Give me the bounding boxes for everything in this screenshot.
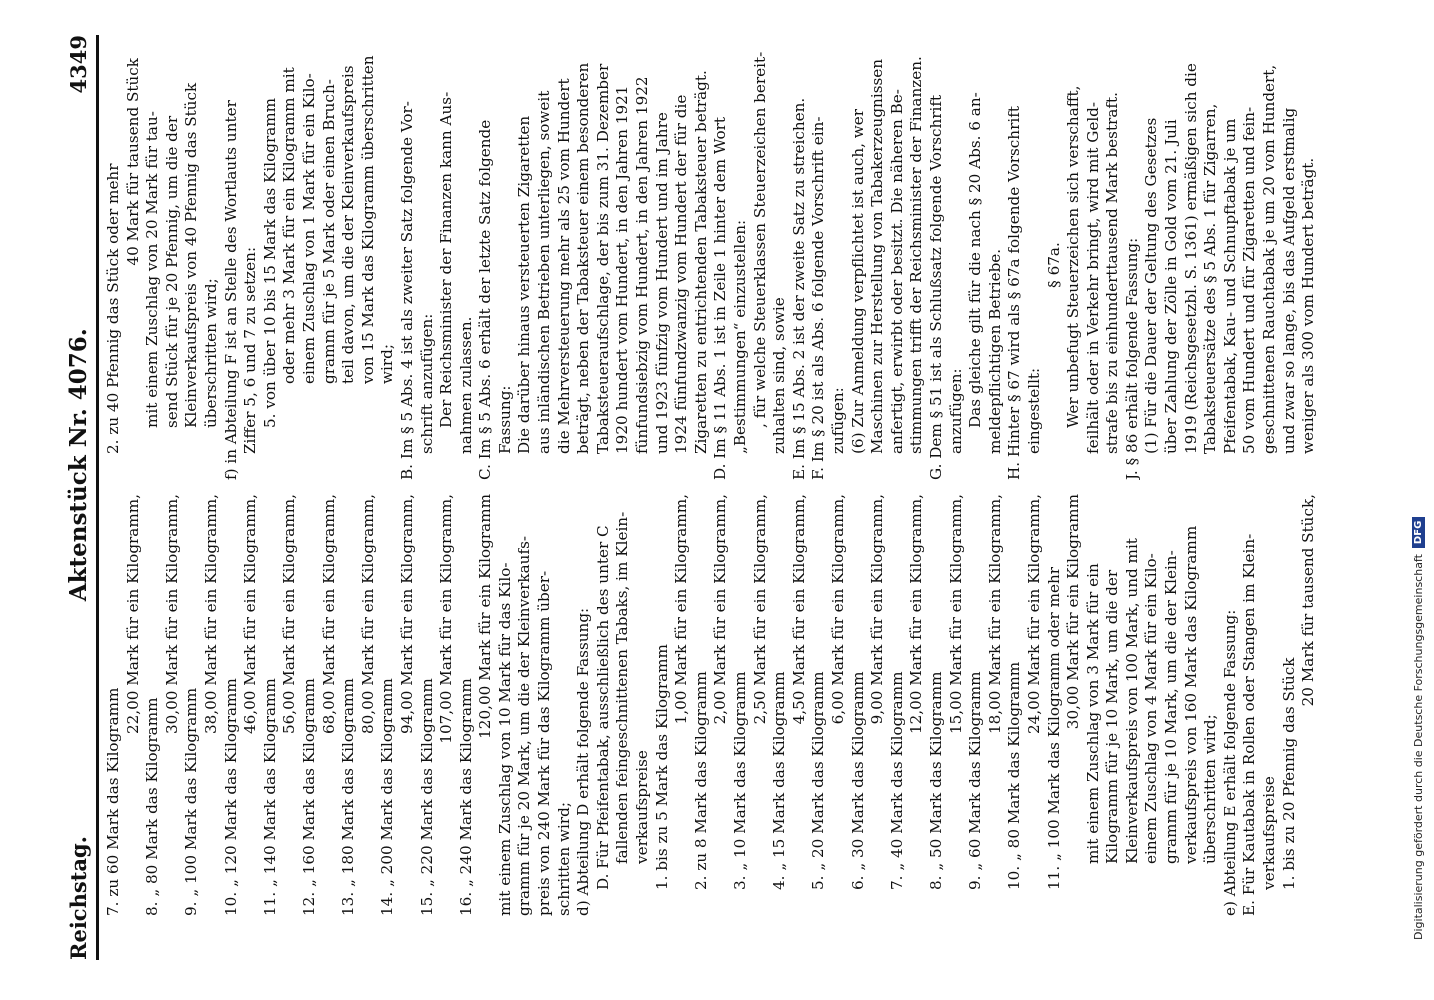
text-line: H. Hinter § 67 wird als § 67a folgende Vorschrift bbox=[1005, 106, 1024, 480]
text-line: 2,00 Mark für ein Kilogramm, bbox=[711, 494, 730, 725]
text-line: über Zahlung der Zölle in Gold vom 21. Juli bbox=[1162, 119, 1181, 454]
text-line: anfertigt, erwirbt oder besitzt. Die näheren Be- bbox=[887, 89, 906, 454]
text-line: Kilogramm für je 10 Mark, um die der bbox=[1103, 569, 1122, 864]
text-line: 6. „ 30 Mark das Kilogramm bbox=[848, 671, 867, 890]
text-line: 107,00 Mark für ein Kilogramm, bbox=[437, 494, 456, 744]
text-line: zuhalten sind, sowie bbox=[770, 297, 789, 454]
text-line: 5. „ 20 Mark das Kilogramm bbox=[809, 671, 828, 890]
text-line: Tabaksteueraufschlage, der bis zum 31. Dezember bbox=[593, 63, 612, 454]
text-line: 2. zu 40 Pfennig das Stück oder mehr bbox=[104, 163, 122, 454]
text-line: f) in Abteilung F ist an Stelle des Wortlauts unter bbox=[221, 100, 240, 480]
text-line: aus inländischen Betrieben unterliegen, soweit bbox=[535, 90, 554, 454]
text-line: 10. „ 120 Mark das Kilogramm bbox=[221, 678, 240, 916]
text-line: send Stück für je 20 Pfennig, um die der bbox=[162, 115, 181, 428]
text-line: C. Im § 5 Abs. 6 erhält der letzte Satz folgende bbox=[476, 119, 495, 480]
text-line: 9. „ 60 Mark das Kilogramm bbox=[966, 671, 985, 890]
text-line: beträgt, neben der Tabaksteuer einem besonderen bbox=[574, 62, 593, 454]
text-line: Ziffer 5, 6 und 7 zu setzen: bbox=[241, 246, 260, 454]
text-line: Zigaretten zu entrichtenden Tabaksteuer beträgt. bbox=[691, 70, 710, 454]
text-line: oder mehr 3 Mark für ein Kilogramm mit bbox=[280, 67, 299, 384]
text-line: d) Abteilung D erhält folgende Fassung: bbox=[574, 607, 593, 916]
text-line: teil davon, um die der Kleinverkaufspreis bbox=[339, 65, 358, 384]
text-line: (1) Für die Dauer der Geltung des Gesetzes bbox=[1142, 117, 1161, 454]
text-line: verkaufspreise bbox=[1260, 776, 1279, 890]
text-line: 80,00 Mark für ein Kilogramm, bbox=[358, 494, 377, 735]
text-line: gramm für je 20 Mark, um die der Kleinverkaufs- bbox=[515, 535, 534, 916]
text-line: e) Abteilung E erhält folgende Fassung: bbox=[1220, 609, 1239, 916]
text-line: und 1923 fünfzig vom Hundert und im Jahre bbox=[652, 112, 671, 454]
text-line: feilhält oder in Verkehr bringt, wird mit Geld- bbox=[1083, 101, 1102, 454]
text-line: und zwar so lange, bis das Aufgeld erstmalig bbox=[1279, 107, 1298, 454]
text-line: D. Für Pfeifentabak, ausschließlich des unter C bbox=[593, 525, 612, 890]
text-line: mit einem Zuschlag von 10 Mark für das Kilo- bbox=[495, 562, 514, 916]
text-line: schritten wird; bbox=[554, 802, 573, 916]
text-line: verkaufspreis von 160 Mark das Kilogramm bbox=[1181, 525, 1200, 864]
text-line: 1920 hundert vom Hundert, in den Jahren 1921 bbox=[613, 85, 632, 454]
text-line: 16. „ 240 Mark das Kilogramm bbox=[456, 678, 475, 916]
text-line: zufügen: bbox=[828, 387, 847, 454]
text-line: § 67a. bbox=[1044, 242, 1063, 288]
text-line: 18,00 Mark für ein Kilogramm, bbox=[985, 494, 1004, 735]
text-line: fallenden feingeschnittenen Tabaks, im Klein- bbox=[613, 511, 632, 864]
text-line: fünfundsiebzig vom Hundert, in den Jahren 1922 bbox=[633, 76, 652, 454]
text-line: 4,50 Mark für ein Kilogramm, bbox=[789, 494, 808, 725]
text-line: 8. „ 50 Mark das Kilogramm bbox=[926, 671, 945, 890]
text-line: geschnittenen Rauchtabak je um 20 vom Hundert, bbox=[1260, 64, 1279, 454]
text-line: Pfeifentabak, Kau- und Schnupftabak je um bbox=[1220, 118, 1239, 454]
text-line: 20 Mark für tausend Stück, bbox=[1299, 494, 1318, 707]
text-line: 7. zu 60 Mark das Kilogramm bbox=[104, 687, 122, 916]
text-line: 8. „ 80 Mark das Kilogramm bbox=[143, 697, 162, 916]
text-line: 5. von über 10 bis 15 Mark das Kilogramm bbox=[260, 97, 279, 428]
text-line: D. Im § 11 Abs. 1 ist in Zeile 1 hinter dem Wort bbox=[711, 117, 730, 480]
text-line: 68,00 Mark für ein Kilogramm, bbox=[319, 494, 338, 735]
text-line: Maschinen zur Herstellung von Tabakerzeugnissen bbox=[868, 58, 887, 454]
text-line: überschritten wird; bbox=[1201, 714, 1220, 864]
text-line: (6) Zur Anmeldung verpflichtet ist auch, wer bbox=[848, 108, 867, 454]
dfg-logo: DFG bbox=[1412, 517, 1425, 548]
text-line: einem Zuschlag von 1 Mark für ein Kilo- bbox=[299, 73, 318, 384]
text-line: 6,00 Mark für ein Kilogramm, bbox=[828, 494, 847, 725]
text-line: G. Dem § 51 ist als Schlußsatz folgende Vorschrift bbox=[926, 94, 945, 480]
text-line: 1919 (Reichsgesetzbl. S. 1361) ermäßigen sich die bbox=[1181, 63, 1200, 454]
text-line: 10. „ 80 Mark das Kilogramm bbox=[1005, 661, 1024, 890]
text-line: , für welche Steuerklassen Steuerzeichen bereit- bbox=[750, 51, 769, 428]
text-line: überschritten wird; bbox=[201, 278, 220, 428]
text-line: wird; bbox=[378, 344, 397, 384]
text-line: preis von 240 Mark für das Kilogramm über- bbox=[535, 570, 554, 916]
text-line: Wer unbefugt Steuerzeichen sich verschafft, bbox=[1064, 85, 1083, 428]
text-line: verkaufspreise bbox=[633, 750, 652, 864]
text-line: 12. „ 160 Mark das Kilogramm bbox=[299, 678, 318, 916]
digitization-note bbox=[1410, 60, 1426, 940]
header-page-number: 4349 bbox=[65, 35, 91, 94]
text-line: E. Für Kautabak in Rollen oder Stangen im Klein- bbox=[1240, 533, 1259, 916]
text-line: 120,00 Mark für ein Kilogramm bbox=[476, 494, 495, 739]
digitization-note-text: Digitalisierung gefördert durch die Deutsche Forschungsgemeinschaft bbox=[1411, 554, 1425, 940]
text-line: 11. „ 140 Mark das Kilogramm bbox=[260, 678, 279, 916]
text-line: 1. bis zu 5 Mark das Kilogramm bbox=[652, 644, 671, 890]
text-line: 30,00 Mark für ein Kilogramm, bbox=[162, 494, 181, 735]
text-line: 38,00 Mark für ein Kilogramm, bbox=[201, 494, 220, 735]
text-line: Kleinverkaufspreis von 40 Pfennig das Stück bbox=[182, 82, 201, 428]
text-line: 22,00 Mark für ein Kilogramm, bbox=[123, 494, 142, 735]
text-line: 9,00 Mark für ein Kilogramm, bbox=[868, 494, 887, 725]
text-line: gramm für je 10 Mark, um die der Klein- bbox=[1162, 550, 1181, 864]
text-line: weniger als 300 vom Hundert beträgt. bbox=[1299, 157, 1318, 454]
text-line: strafe bis zu einhunderttausend Mark bestraft. bbox=[1103, 92, 1122, 454]
text-line: mit einem Zuschlag von 20 Mark für tau- bbox=[143, 111, 162, 428]
text-line: 7. „ 40 Mark das Kilogramm bbox=[887, 671, 906, 890]
left-text-column bbox=[104, 486, 1319, 916]
text-line: nahmen zulassen. bbox=[456, 316, 475, 454]
text-line: E. Im § 15 Abs. 2 ist der zweite Satz zu streichen. bbox=[789, 97, 808, 480]
text-line: Kleinverkaufspreis von 100 Mark, und mit bbox=[1122, 538, 1141, 864]
text-line: Die darüber hinaus versteuerten Zigaretten bbox=[515, 115, 534, 454]
text-line: schrift anzufügen: bbox=[417, 313, 436, 454]
text-line: B. Im § 5 Abs. 4 ist als zweiter Satz folgende Vor- bbox=[397, 101, 416, 480]
header-document-number: Aktenstück Nr. 4076. bbox=[64, 328, 92, 602]
text-line: mit einem Zuschlag von 3 Mark für ein bbox=[1083, 563, 1102, 864]
text-line: 2,50 Mark für ein Kilogramm, bbox=[750, 494, 769, 725]
text-line: von 15 Mark das Kilogramm überschritten bbox=[358, 55, 377, 384]
text-line: 30,00 Mark für ein Kilogramm bbox=[1064, 494, 1083, 730]
text-line: 1924 fünfundzwanzig vom Hundert der für die bbox=[672, 94, 691, 454]
text-line: Der Reichsminister der Finanzen kann Aus- bbox=[437, 91, 456, 428]
text-line: 13. „ 180 Mark das Kilogramm bbox=[339, 678, 358, 916]
text-line: meldepflichtigen Betriebe. bbox=[985, 248, 1004, 454]
text-line: 94,00 Mark für ein Kilogramm, bbox=[397, 494, 416, 735]
text-line: 46,00 Mark für ein Kilogramm, bbox=[241, 494, 260, 735]
text-line: stimmungen trifft der Reichsminister der Finanzen. bbox=[907, 56, 926, 454]
text-line: 40 Mark für tausend Stück bbox=[123, 58, 142, 266]
text-line: 14. „ 200 Mark das Kilogramm bbox=[378, 678, 397, 916]
text-line: 11. „ 100 Mark das Kilogramm oder mehr bbox=[1044, 566, 1063, 890]
text-line: J. § 86 erhält folgende Fassung: bbox=[1122, 237, 1141, 480]
text-line: 15. „ 220 Mark das Kilogramm bbox=[417, 678, 436, 916]
text-line: Fassung: bbox=[495, 385, 514, 454]
text-line: 1. bis zu 20 Pfennig das Stück bbox=[1279, 657, 1298, 890]
text-line: gramm für je 5 Mark oder einen Bruch- bbox=[319, 79, 338, 384]
text-line: 56,00 Mark für ein Kilogramm, bbox=[280, 494, 299, 735]
text-line: 24,00 Mark für ein Kilogramm, bbox=[1024, 494, 1043, 735]
text-line: Tabaksteuersätze des § 5 Abs. 1 für Zigarren, bbox=[1201, 103, 1220, 454]
text-line: 50 vom Hundert und für Zigaretten und fein- bbox=[1240, 106, 1259, 454]
text-line: „Bestimmungen“ einzustellen: bbox=[731, 219, 749, 454]
page-header bbox=[60, 35, 99, 960]
text-line: die Mehrversteuerung mehr als 25 vom Hundert bbox=[554, 78, 573, 454]
header-publication: Reichstag. bbox=[65, 836, 91, 960]
text-line: 3. „ 10 Mark das Kilogramm bbox=[731, 671, 749, 890]
text-line: F. Im § 20 ist als Abs. 6 folgende Vorschrift ein- bbox=[809, 116, 828, 480]
text-line: Das gleiche gilt für die nach § 20 Abs. 6 an- bbox=[966, 92, 985, 428]
right-text-column bbox=[104, 50, 1319, 480]
text-line: anzufügen: bbox=[946, 368, 965, 454]
text-line: 4. „ 15 Mark das Kilogramm bbox=[770, 671, 789, 890]
text-line: 9. „ 100 Mark das Kilogramm bbox=[182, 687, 201, 916]
text-line: 15,00 Mark für ein Kilogramm, bbox=[946, 494, 965, 735]
text-line: 12,00 Mark für ein Kilogramm, bbox=[907, 494, 926, 735]
text-line: eingestellt: bbox=[1024, 367, 1043, 454]
text-line: einem Zuschlag von 4 Mark für ein Kilo- bbox=[1142, 553, 1161, 864]
text-line: 1,00 Mark für ein Kilogramm, bbox=[672, 494, 691, 725]
text-line: 2. zu 8 Mark das Kilogramm bbox=[691, 671, 710, 890]
